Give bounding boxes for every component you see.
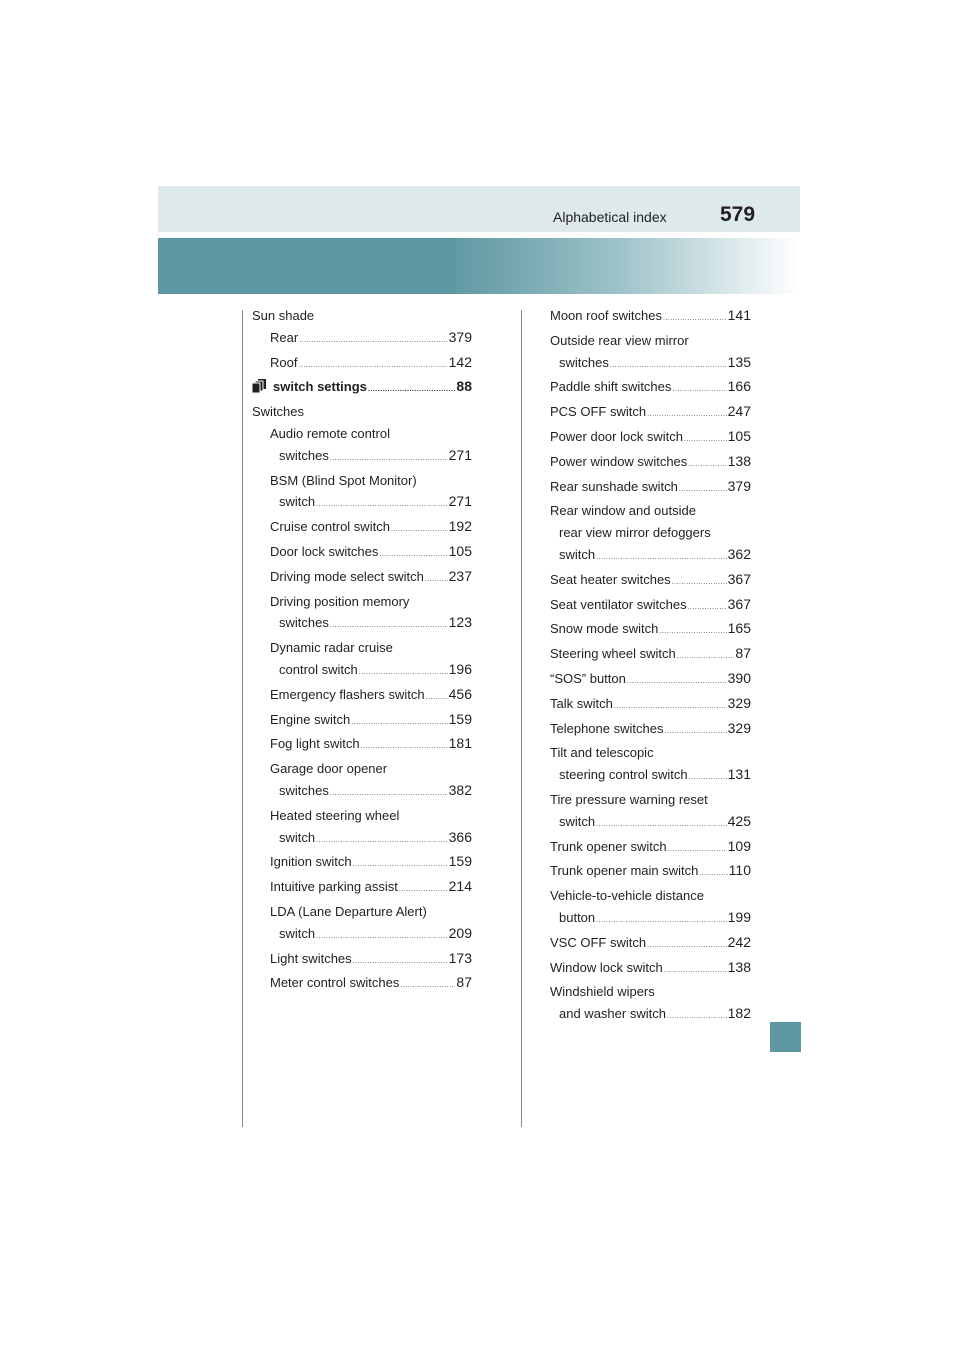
page-reference: 196 (448, 660, 472, 677)
page-reference: 135 (727, 353, 751, 370)
index-entry: switches ..... 271 (252, 445, 472, 470)
section-tab (770, 1022, 801, 1052)
index-entry: Steering wheel switch ..... 87 (550, 643, 751, 668)
index-entry: Power door lock switch ..... 105 (550, 426, 751, 451)
index-entry: button ..... 199 (550, 907, 751, 932)
page-reference: 242 (727, 933, 751, 950)
index-entry: switch ..... 271 (252, 491, 472, 516)
index-entry: “SOS” button ..... 390 (550, 668, 751, 693)
index-entry: control switch ..... 196 (252, 659, 472, 684)
index-entry-text: Outside rear view mirror (550, 332, 689, 348)
index-entry-text: Audio remote control (270, 425, 390, 441)
index-entry: Telephone switches ..... 329 (550, 718, 751, 743)
page-reference: 105 (727, 427, 751, 444)
index-entry: Intuitive parking assist ..... 214 (252, 876, 472, 901)
index-entry: Seat heater switches ..... 367 (550, 569, 751, 594)
page-reference: 87 (735, 645, 751, 662)
index-entry: switches ..... 382 (252, 780, 472, 805)
page-reference: 214 (448, 878, 472, 895)
page-reference: 329 (727, 719, 751, 736)
page-reference: 366 (448, 828, 472, 845)
page-reference: 166 (727, 378, 751, 395)
index-entry-text: Windshield wipers (550, 984, 655, 1000)
index-entry: Moon roof switches ..... 141 (550, 305, 751, 330)
index-entry: Light switches ..... 173 (252, 948, 472, 973)
index-entry: Rear sunshade switch ..... 379 (550, 476, 751, 501)
index-entry: steering control switch ..... 131 (550, 764, 751, 789)
page-reference: 367 (727, 570, 751, 587)
index-entry: PCS OFF switch ..... 247 (550, 401, 751, 426)
page-reference: 379 (727, 477, 751, 494)
index-entry: Power window switches ..... 138 (550, 451, 751, 476)
decorative-banner (158, 238, 800, 294)
index-entry-text: Tilt and telescopic (550, 745, 654, 761)
page-reference: 182 (727, 1005, 751, 1022)
index-entry: switch ..... 366 (252, 827, 472, 852)
page-reference: 382 (448, 781, 472, 798)
page-reference: 159 (448, 710, 472, 727)
page-reference: 138 (727, 958, 751, 975)
page-reference: 138 (727, 452, 751, 469)
page-reference: 123 (448, 614, 472, 631)
index-entry: switches ..... 135 (550, 352, 751, 377)
index-entry-text: rear view mirror defoggers (559, 525, 711, 541)
section-title: Alphabetical index (553, 209, 667, 225)
page-reference: 110 (728, 862, 751, 879)
index-entry-text: Tire pressure warning reset (550, 791, 708, 807)
page-reference: 131 (727, 766, 751, 783)
index-entry: switch ..... 425 (550, 811, 751, 836)
page-reference: 425 (727, 812, 751, 829)
header-band (158, 186, 800, 232)
index-entry: and washer switch ..... 182 (550, 1003, 751, 1028)
index-entry: Door lock switches ..... 105 (252, 541, 472, 566)
index-entry: Roof ..... 142 (252, 352, 472, 377)
page-reference: 199 (727, 908, 751, 925)
index-entry: VSC OFF switch ..... 242 (550, 932, 751, 957)
index-entry: switches ..... 123 (252, 612, 472, 637)
index-entry: Trunk opener switch ..... 109 (550, 836, 751, 861)
page-reference: 390 (727, 669, 751, 686)
page-reference: 362 (727, 545, 751, 562)
index-heading: Sun shade (252, 308, 315, 323)
index-entry-text: Dynamic radar cruise (270, 640, 393, 656)
index-entry-text: Rear window and outside (550, 503, 696, 519)
index-entry: switch ..... 362 (550, 544, 751, 569)
page-reference: 329 (727, 694, 751, 711)
index-entry: Emergency flashers switch ..... 456 (252, 684, 472, 709)
page-reference: 165 (727, 620, 751, 637)
index-entry-text: Garage door opener (270, 761, 388, 777)
index-entry: Seat ventilator switches ..... 367 (550, 594, 751, 619)
copy-pages-icon (252, 379, 268, 393)
index-entry: Ignition switch ..... 159 (252, 851, 472, 876)
index-entry: Fog light switch ..... 181 (252, 733, 472, 758)
index-entry-text: Driving position memory (270, 593, 410, 609)
page-reference: 159 (448, 853, 472, 870)
page-reference: 109 (727, 837, 751, 854)
index-entry: Trunk opener main switch ..... 110 (550, 860, 751, 885)
page-reference: 141 (727, 307, 751, 323)
index-entry: Paddle shift switches ..... 166 (550, 376, 751, 401)
index-column-left (252, 305, 472, 997)
index-heading: Switches (252, 404, 305, 420)
index-entry: Engine switch ..... 159 (252, 709, 472, 734)
page-reference: 271 (448, 493, 472, 510)
index-entry-text: LDA (Lane Departure Alert) (270, 903, 427, 919)
index-column-right (550, 305, 751, 1028)
index-entry-text: Heated steering wheel (270, 807, 400, 823)
index-entry: switch settings ..... 88 (252, 376, 472, 401)
page-reference: 237 (448, 567, 472, 584)
index-entry: Cruise control switch ..... 192 (252, 516, 472, 541)
index-entry-text: Vehicle-to-vehicle distance (550, 888, 704, 904)
index-entry: Meter control switches ..... 87 (252, 972, 472, 997)
page-reference: 271 (448, 446, 472, 463)
page-reference: 173 (448, 949, 472, 966)
index-entry: Driving mode select switch ..... 237 (252, 566, 472, 591)
page-reference: 367 (727, 595, 751, 612)
page-number: 579 (720, 203, 756, 226)
index-entry-text: BSM (Blind Spot Monitor) (270, 472, 417, 488)
page-reference: 247 (727, 403, 751, 420)
page-reference: 209 (448, 924, 472, 941)
index-entry: Snow mode switch ..... 165 (550, 618, 751, 643)
index-entry: Rear ..... 379 (252, 327, 472, 352)
column-divider-middle (521, 310, 522, 1127)
page-reference: 105 (448, 542, 472, 559)
page-reference: 192 (448, 518, 472, 535)
page-reference: 87 (456, 974, 472, 991)
index-entry: switch ..... 209 (252, 923, 472, 948)
page-reference: 181 (448, 735, 472, 752)
page-reference: 456 (448, 685, 472, 702)
index-entry: Talk switch ..... 329 (550, 693, 751, 718)
index-entry: Window lock switch ..... 138 (550, 957, 751, 982)
column-divider-left (242, 310, 243, 1127)
